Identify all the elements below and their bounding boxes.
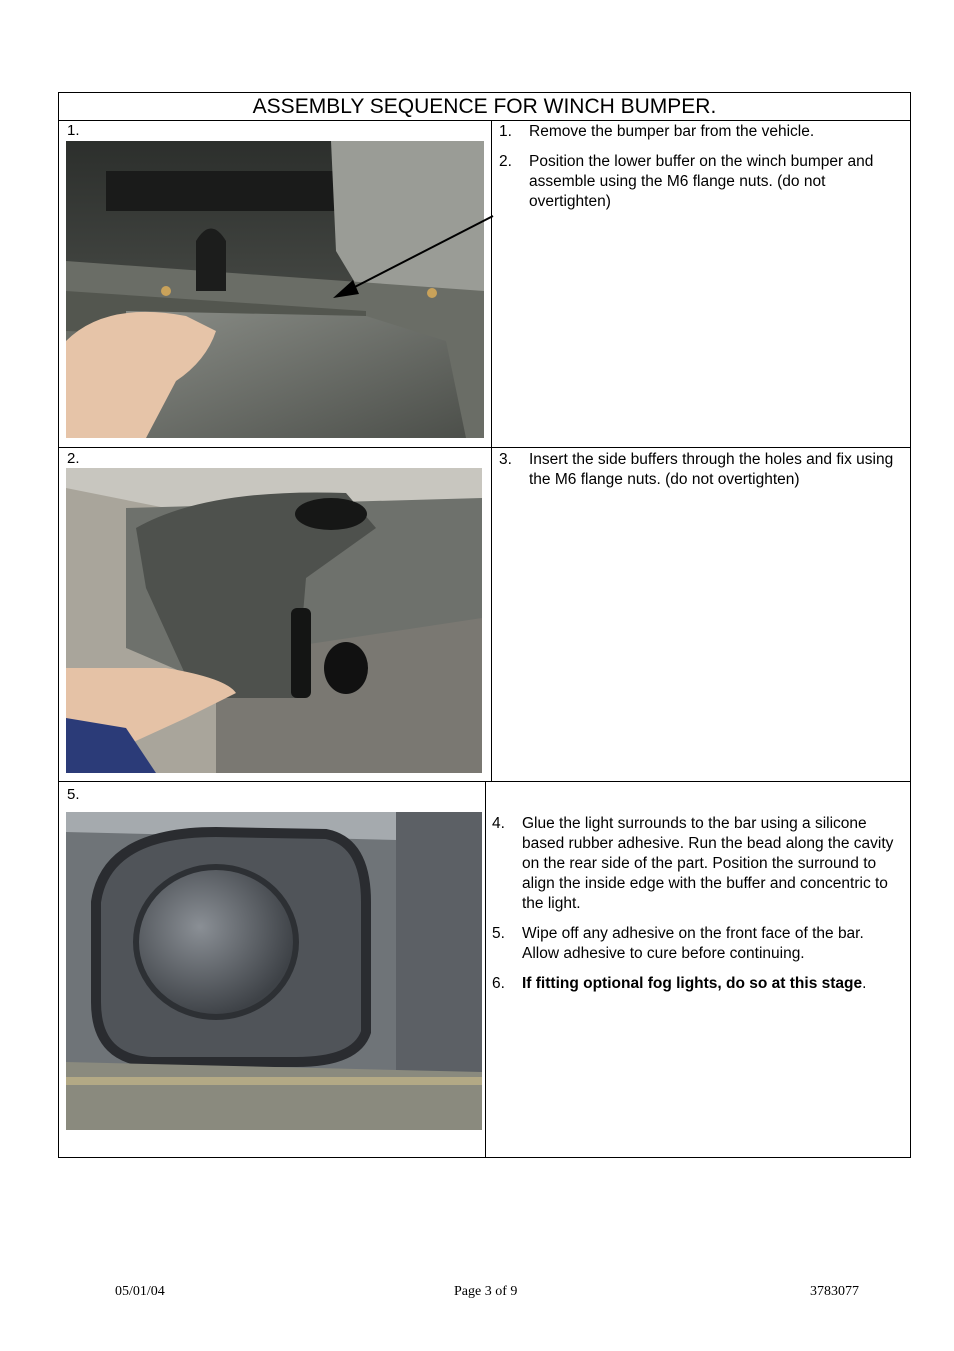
step-item: 4. Glue the light surrounds to the bar using a silicone based rubber adhesive. Run the bead along the cavity on the rear side of the part. Position the surround to align the inside edge with the buffer and concentric to the light. [492,815,894,912]
steps-list-1 [499,122,903,222]
step-item: 3. Insert the side buffers through the holes and fix using the M6 flange nuts. (do not overtighten) [499,451,894,488]
photo-number: 5. [67,786,80,803]
photo-number: 1. [67,122,80,139]
step-item: 1. Remove the bumper bar from the vehicle. [499,123,815,140]
step-item: 5. Wipe off any adhesive on the front face of the bar. Allow adhesive to cure before continuing. [492,925,864,962]
step-item: 6. If fitting optional fog lights, do so at this stage. [492,975,867,992]
step-item: 2. Position the lower buffer on the winch bumper and assemble using the M6 flange nuts. (do not overtighten) [499,153,874,210]
footer-page-number: Page 3 of 9 [454,1284,518,1299]
footer-date: 05/01/04 [115,1284,165,1299]
document-title: ASSEMBLY SEQUENCE FOR WINCH BUMPER. [58,92,911,121]
footer-document-number: 3783077 [810,1284,859,1299]
photo-light-surround [66,812,482,1130]
pointer-arrow-icon [325,210,500,305]
steps-list-3 [492,814,902,1004]
steps-list-2 [499,450,903,500]
photo-number: 2. [67,450,80,467]
photo-side-buffer [66,468,482,773]
